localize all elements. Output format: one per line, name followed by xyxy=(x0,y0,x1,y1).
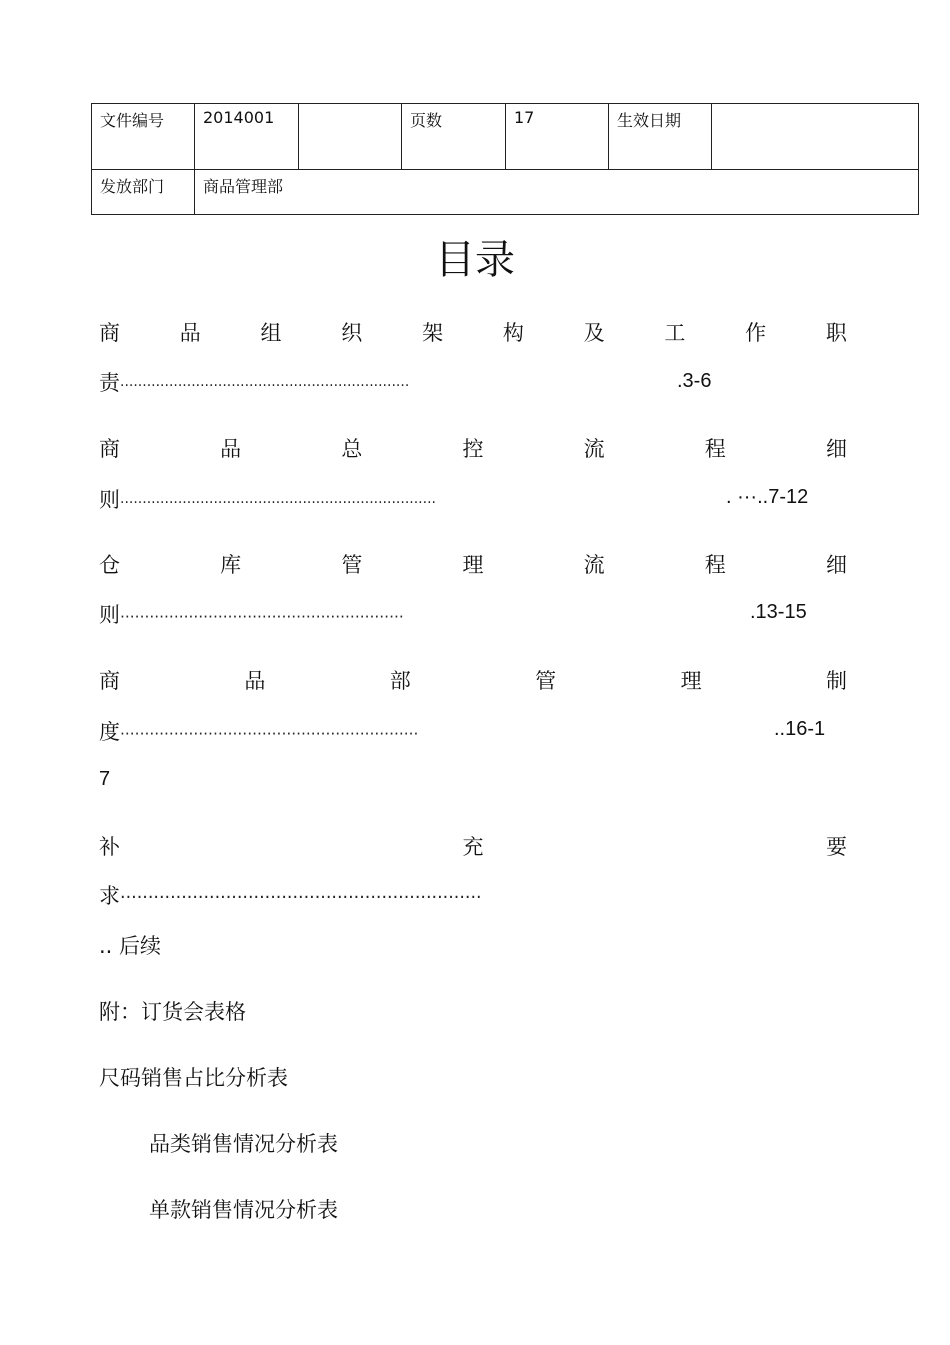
toc-heading-char: 细 xyxy=(825,553,847,577)
toc-heading-char: 组 xyxy=(260,321,282,345)
toc-leader-dots: ····························································· xyxy=(120,725,419,743)
toc-heading-char: 细 xyxy=(825,437,847,461)
toc-heading-char: 度 xyxy=(99,720,120,744)
toc-heading-char: 补 xyxy=(99,835,120,859)
toc-heading-char: 商 xyxy=(99,321,120,345)
toc-heading-char: 制 xyxy=(825,669,847,693)
toc-page-number: .3-6 xyxy=(677,370,712,392)
toc-leader-dots: ································································· xyxy=(120,378,410,394)
toc-page-number: ..16-1 xyxy=(774,718,826,740)
page-title: 目录 xyxy=(435,237,515,283)
toc-leader-dots: ································································· xyxy=(120,888,482,908)
toc-heading-char: 总 xyxy=(341,437,363,461)
toc-heading-char: 构 xyxy=(502,321,524,345)
doc-number-value: 2014001 xyxy=(195,104,299,170)
toc-heading-char: 程 xyxy=(704,553,726,577)
appendix-item: 单款销售情况分析表 xyxy=(149,1198,338,1222)
toc-heading-char: 品 xyxy=(179,321,201,345)
toc-page-number: .. 后续 xyxy=(99,934,162,958)
toc-page-number-continued: 7 xyxy=(99,768,111,790)
toc-heading-char: 则 xyxy=(99,603,120,627)
toc-heading-char: 仓 xyxy=(99,553,120,577)
toc-heading-char: 流 xyxy=(583,553,605,577)
toc-heading-char: 部 xyxy=(389,669,411,693)
toc-page-number: .13-15 xyxy=(750,601,807,623)
toc-heading-char: 职 xyxy=(825,321,847,345)
toc-heading-line xyxy=(99,549,847,579)
toc-leader-line xyxy=(99,484,436,514)
toc-heading-char: 品 xyxy=(220,437,242,461)
pages-value: 17 xyxy=(506,104,609,170)
appendix-item: 尺码销售占比分析表 xyxy=(99,1066,288,1090)
department-label: 发放部门 xyxy=(92,170,195,215)
toc-heading-line xyxy=(99,317,847,347)
toc-heading-char: 及 xyxy=(583,321,605,345)
toc-heading-line xyxy=(99,433,847,463)
toc-heading-char: 商 xyxy=(99,669,120,693)
toc-heading-char: 架 xyxy=(422,321,444,345)
toc-heading-char: 作 xyxy=(745,321,767,345)
toc-heading-char: 理 xyxy=(680,669,702,693)
toc-heading-char: 管 xyxy=(341,553,363,577)
toc-heading-char: 工 xyxy=(664,321,686,345)
toc-page-number: . ···..7-12 xyxy=(726,486,809,508)
department-value: 商品管理部 xyxy=(195,170,919,215)
toc-heading-char: 理 xyxy=(462,553,484,577)
toc-heading-line xyxy=(99,831,847,861)
toc-heading-char: 要 xyxy=(826,835,847,859)
document-header-table xyxy=(91,103,919,215)
toc-heading-char: 织 xyxy=(341,321,363,345)
toc-heading-char: 品 xyxy=(244,669,266,693)
toc-heading-char: 责 xyxy=(99,371,120,395)
toc-heading-char: 流 xyxy=(583,437,605,461)
toc-leader-line xyxy=(99,367,409,397)
toc-leader-line xyxy=(99,599,404,629)
toc-heading-char: 充 xyxy=(462,835,484,859)
toc-leader-dots: ·························································· xyxy=(120,608,404,626)
toc-heading-char: 商 xyxy=(99,437,120,461)
toc-heading-char: 管 xyxy=(535,669,557,693)
toc-heading-line xyxy=(99,665,847,695)
toc-heading-char: 程 xyxy=(704,437,726,461)
effective-date-value xyxy=(712,104,919,170)
toc-heading-char: 则 xyxy=(99,488,120,512)
blank-cell xyxy=(299,104,402,170)
toc-heading-char: 库 xyxy=(220,553,242,577)
toc-leader-line xyxy=(99,880,482,910)
doc-number-label: 文件编号 xyxy=(92,104,195,170)
toc-heading-char: 求 xyxy=(99,884,120,908)
appendix-item: 品类销售情况分析表 xyxy=(149,1132,338,1156)
appendix-title: 附：订货会表格 xyxy=(99,1000,246,1024)
toc-heading-char: 控 xyxy=(462,437,484,461)
effective-date-label: 生效日期 xyxy=(609,104,712,170)
pages-label: 页数 xyxy=(402,104,506,170)
toc-leader-line xyxy=(99,716,418,746)
toc-leader-dots: ······································································· xyxy=(120,495,436,511)
